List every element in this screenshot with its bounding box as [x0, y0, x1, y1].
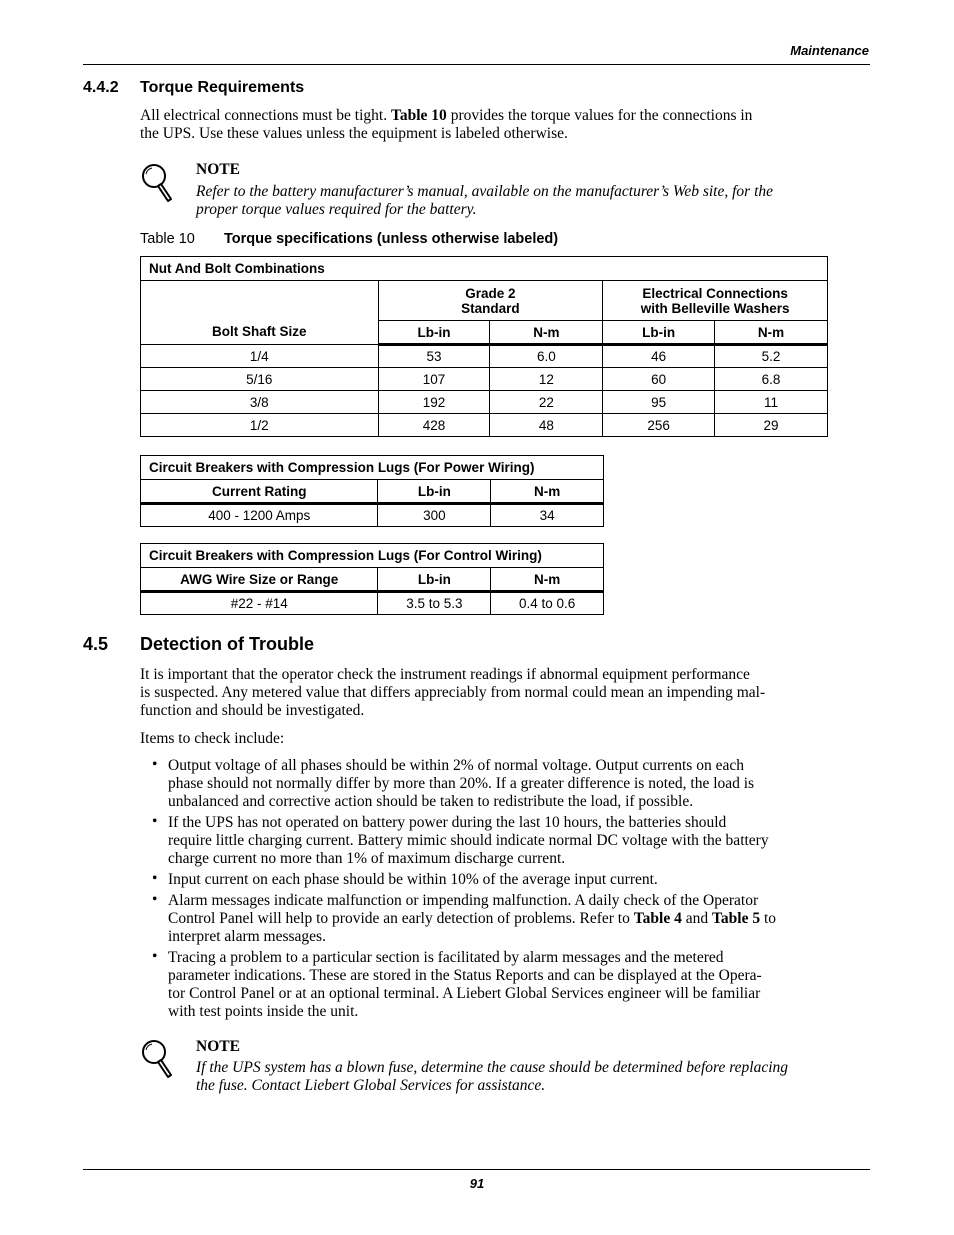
item-line: Alarm messages indicate malfunction or impending malfunction. A daily check of the Operator [168, 892, 759, 909]
group-header-electrical [603, 281, 828, 321]
table-row [141, 345, 828, 368]
note-line: Refer to the battery manufacturer’s manual, available on the manufacturer’s Web site, for the [196, 183, 774, 200]
item-text: Control Panel will help to provide an early detection of problems. Refer to [168, 910, 634, 927]
item-line: Output voltage of all phases should be within 2% of normal voltage. Output currents on each [168, 757, 744, 774]
column-header-awg-size: AWG Wire Size or Range [141, 568, 378, 592]
note-text [196, 1059, 886, 1095]
item-line [168, 910, 880, 928]
note-line: proper torque values required for the battery. [196, 201, 477, 218]
bullet-glyph: • [152, 870, 158, 887]
list-item [140, 814, 880, 868]
item-line: Tracing a problem to a particular section is facilitated by alarm messages and the metered [168, 949, 724, 966]
bullet-glyph: • [152, 756, 158, 773]
intro-paragraph [140, 107, 868, 143]
paragraph-line: is suspected. Any metered value that differs appreciably from normal could mean an impending mal- [140, 684, 766, 701]
cell-size: 5/16 [141, 368, 379, 391]
control-wiring-table [140, 543, 604, 615]
bullet-glyph: • [152, 813, 158, 830]
cell-value: #22 - #14 [141, 592, 378, 615]
cell-value: 29 [715, 414, 828, 437]
group-header-line: Standard [461, 300, 520, 316]
section-number: 4.5 [83, 634, 109, 654]
paragraph-line: It is important that the operator check the instrument readings if abnormal equipment performance [140, 666, 750, 683]
bullet-glyph: • [152, 891, 158, 908]
list-item [140, 892, 880, 946]
paragraph-line: function and should be investigated. [140, 702, 365, 719]
item-line: tor Control Panel or at an optional terminal. A Liebert Global Services engineer will be familiar [168, 985, 761, 1002]
cell-value: 11 [715, 391, 828, 414]
item-line: require little charging current. Battery mimic should indicate normal DC voltage with the battery [168, 832, 769, 849]
cell-value: 48 [490, 414, 603, 437]
note-text [196, 183, 876, 219]
table-title: Nut And Bolt Combinations [141, 257, 828, 281]
cell-value: 0.4 to 0.6 [491, 592, 604, 615]
item-line: If the UPS has not operated on battery power during the last 10 hours, the batteries should [168, 814, 727, 831]
item-line: interpret alarm messages. [168, 928, 326, 945]
column-header-bolt-size: Bolt Shaft Size [141, 281, 379, 345]
column-header-current-rating: Current Rating [141, 480, 378, 504]
cell-value: 22 [490, 391, 603, 414]
cell-value: 428 [378, 414, 490, 437]
table-caption [140, 231, 558, 247]
intro-text: All electrical connections must be tight. [140, 107, 391, 124]
cell-value: 6.0 [490, 345, 603, 368]
cell-value: 6.8 [715, 368, 828, 391]
table-5-link[interactable]: Table 5 [712, 910, 761, 927]
table-row [141, 504, 604, 527]
intro-text: provides the torque values for the connections in [446, 107, 753, 124]
item-text: and [681, 910, 712, 927]
column-header-nm: N-m [491, 480, 604, 504]
table-title: Circuit Breakers with Compression Lugs (For Power Wiring) [141, 456, 604, 480]
header-rule [83, 64, 870, 65]
group-header-grade2 [378, 281, 603, 321]
section-heading-45 [83, 634, 314, 655]
group-header-line: with Belleville Washers [640, 300, 790, 316]
check-items-list [140, 757, 880, 1024]
cell-value: 60 [603, 368, 715, 391]
column-header-nm: N-m [491, 568, 604, 592]
list-item [140, 757, 880, 811]
running-head: Maintenance [790, 43, 869, 58]
cell-value: 3.5 to 5.3 [378, 592, 491, 615]
note-title: NOTE [196, 1038, 240, 1055]
cell-value: 12 [490, 368, 603, 391]
power-wiring-table [140, 455, 604, 527]
item-line: charge current no more than 1% of maximum discharge current. [168, 850, 566, 867]
cell-value: 34 [491, 504, 604, 527]
items-intro: Items to check include: [140, 730, 285, 747]
cell-size: 3/8 [141, 391, 379, 414]
section-title: Torque Requirements [140, 79, 305, 96]
column-header-nm: N-m [715, 321, 828, 345]
item-line: parameter indications. These are stored in the Status Reports and can be displayed at the Opera- [168, 967, 762, 984]
item-line: with test points inside the unit. [168, 1003, 359, 1020]
item-line: unbalanced and corrective action should be taken to redistribute the load, if possible. [168, 793, 694, 810]
item-line: phase should not normally differ by more than 20%. If a greater difference is noted, the load is [168, 775, 755, 792]
table-4-link[interactable]: Table 4 [633, 910, 682, 927]
table-caption-text: Torque specifications (unless otherwise labeled) [224, 231, 559, 247]
cell-value: 107 [378, 368, 490, 391]
cell-size: 1/4 [141, 345, 379, 368]
table-label: Table 10 [140, 231, 195, 247]
table-row [141, 592, 604, 615]
column-header-lbin: Lb-in [378, 321, 490, 345]
cell-value: 400 - 1200 Amps [141, 504, 378, 527]
column-header-nm: N-m [490, 321, 603, 345]
cell-value: 5.2 [715, 345, 828, 368]
table-row [141, 414, 828, 437]
cell-size: 1/2 [141, 414, 379, 437]
magnifier-note-icon [140, 162, 174, 206]
section-title: Detection of Trouble [140, 634, 315, 654]
section-heading-442 [83, 79, 304, 97]
intro-text-line2: the UPS. Use these values unless the equipment is labeled otherwise. [140, 125, 568, 142]
list-item [140, 871, 880, 889]
table-title: Circuit Breakers with Compression Lugs (For Control Wiring) [141, 544, 604, 568]
footer-rule [83, 1169, 870, 1170]
group-header-line: Grade 2 [465, 285, 516, 301]
magnifier-note-icon [140, 1038, 174, 1082]
cell-value: 256 [603, 414, 715, 437]
item-text: to [760, 910, 777, 927]
cell-value: 300 [378, 504, 491, 527]
note-line: the fuse. Contact Liebert Global Services for assistance. [196, 1077, 546, 1094]
section-number: 4.4.2 [83, 79, 119, 96]
column-header-lbin: Lb-in [378, 480, 491, 504]
column-header-lbin: Lb-in [378, 568, 491, 592]
list-item [140, 949, 880, 1021]
cell-value: 192 [378, 391, 490, 414]
column-header-lbin: Lb-in [603, 321, 715, 345]
cell-value: 46 [603, 345, 715, 368]
bullet-glyph: • [152, 948, 158, 965]
item-line: Input current on each phase should be within 10% of the average input current. [168, 871, 658, 888]
note-line: If the UPS system has a blown fuse, determine the cause should be determined before replacing [196, 1059, 789, 1076]
table-row [141, 368, 828, 391]
table-10-link[interactable]: Table 10 [390, 107, 447, 124]
bolt-torque-table [140, 256, 828, 437]
page-number: 91 [469, 1176, 485, 1191]
cell-value: 95 [603, 391, 715, 414]
group-header-line: Electrical Connections [642, 285, 788, 301]
cell-value: 53 [378, 345, 490, 368]
note-title: NOTE [196, 161, 240, 178]
detection-paragraph [140, 666, 868, 720]
table-row [141, 391, 828, 414]
